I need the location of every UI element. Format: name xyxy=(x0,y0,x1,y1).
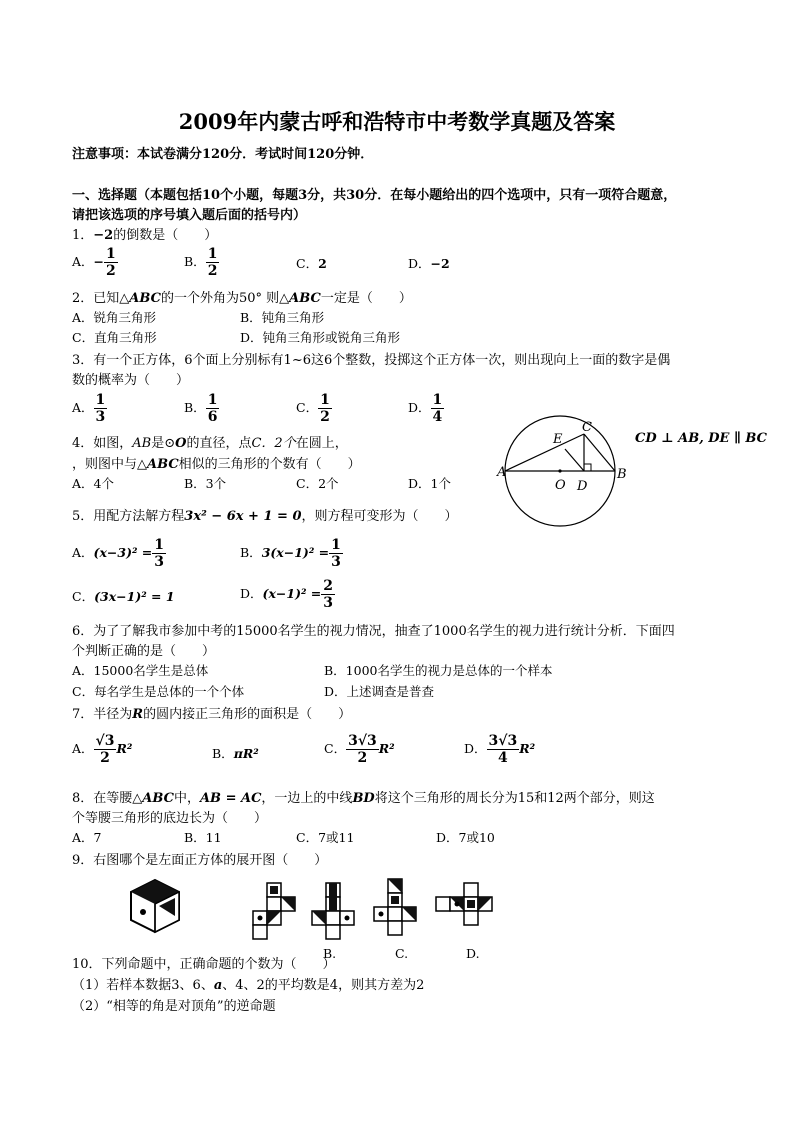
q2-stem: 2．已知△ABC的一个外角为50° 则△ABC一定是（ ） xyxy=(72,291,412,306)
q3-option-c: C． $\frac{1}{2}$ xyxy=(296,392,330,425)
center-point xyxy=(558,469,561,472)
q9-net-d xyxy=(435,880,507,930)
q9-net-c xyxy=(373,876,429,942)
q9-net-a xyxy=(240,880,310,942)
q1-option-a: A．− $\frac{1}{2}$ xyxy=(72,246,116,279)
q10-stem: 10．下列命题中，正确命题的个数为（ ） xyxy=(72,957,336,972)
q9-cube-figure xyxy=(125,876,185,936)
q3-stem-line1: 3．有一个正方体，6个面上分别标有1~6这6个整数，投掷这个正方体一次，则出现向上一面的数字是偶 xyxy=(72,353,671,368)
q1-option-b: B． $\frac{1}{2}$ xyxy=(184,246,218,279)
q8-stem-line1: 8．在等腰△ABC中，AB = AC，一边上的中线BD将这个三角形的周长分为15和12两个部分，则这 xyxy=(72,791,655,806)
q6-option-b: B．1000名学生的视力是总体的一个样本 xyxy=(324,663,553,678)
q6-option-d: D．上述调查是普查 xyxy=(324,684,435,699)
chord-ac xyxy=(505,434,584,471)
q4-option-c: C．2个 xyxy=(296,476,339,491)
q6-stem-line2: 个判断正确的是（ ） xyxy=(72,644,216,659)
q6-option-a: A．15000名学生是总体 xyxy=(72,663,209,678)
q5-option-b: B．3(x−1)² = $\frac{1}{3}$ xyxy=(240,537,341,570)
q7-option-b: B．πR² xyxy=(212,746,259,761)
q4-option-a: A．4个 xyxy=(72,476,114,491)
q8-option-a: A．7 xyxy=(72,830,102,845)
q7-option-d: D． $\frac{3√3}{4}$ R² xyxy=(464,733,536,766)
q5-option-d: D．(x−1)² = $\frac{2}{3}$ xyxy=(240,578,334,611)
label-o: O xyxy=(555,478,566,493)
q6-option-c: C．每名学生是总体的一个个体 xyxy=(72,684,245,699)
q4-stem-line2: ，则图中与△ABC相似的三角形的个数有（ ） xyxy=(72,457,361,472)
q8-option-b: B．11 xyxy=(184,830,222,845)
q7-option-c: C． $\frac{3√3}{2}$ R² xyxy=(324,733,395,766)
q7-option-a: A． $\frac{√3}{2}$ R² xyxy=(72,733,133,766)
q5-option-a: A．(x−3)² = $\frac{1}{3}$ xyxy=(72,537,165,570)
page-title: 2009年内蒙古呼和浩特市中考数学真题及答案 xyxy=(178,109,616,134)
q3-option-b: B． $\frac{1}{6}$ xyxy=(184,392,218,425)
q5-stem: 5．用配方法解方程3x² − 6x + 1 = 0，则方程可变形为（ ） xyxy=(72,509,458,524)
q1-option-d: D．−2 xyxy=(408,256,450,271)
q4-option-b: B．3个 xyxy=(184,476,227,491)
exam-notice: 注意事项：本试卷满分120分．考试时间120分钟． xyxy=(72,147,374,162)
q7-stem: 7．半径为R的圆内接正三角形的面积是（ ） xyxy=(72,707,352,722)
q2-option-c: C．直角三角形 xyxy=(72,330,157,345)
q3-option-a: A． $\frac{1}{3}$ xyxy=(72,392,106,425)
q4-condition: CD ⊥ AB, DE ∥ BC xyxy=(635,431,767,446)
q9-label-c: C. xyxy=(395,946,409,961)
q9-net-b xyxy=(308,880,368,942)
q4-option-d: D．1个 xyxy=(408,476,451,491)
q8-stem-line2: 个等腰三角形的底边长为（ ） xyxy=(72,811,268,826)
label-e: E xyxy=(553,432,563,447)
q9-stem: 9．右图哪个是左面正方体的展开图（ ） xyxy=(72,853,328,868)
label-d: D xyxy=(577,479,588,494)
segment-de xyxy=(565,449,584,471)
q2-option-b: B．钝角三角形 xyxy=(240,310,325,325)
q4-stem-line1: 4．如图，AB是⊙O的直径，点C．2个在圆上， xyxy=(72,436,348,451)
q10-item-2: （2）“相等的角是对顶角”的逆命题 xyxy=(72,999,276,1014)
chord-bc xyxy=(584,434,615,471)
q9-label-d: D. xyxy=(466,946,480,961)
q10-item-1: （1）若样本数据3、6、a、4、2的平均数是4，则其方差为2 xyxy=(72,978,425,993)
q2-option-a: A．锐角三角形 xyxy=(72,310,157,325)
q4-circle-figure xyxy=(495,412,630,527)
section-heading-line2: 请把该选项的序号填入题后面的括号内） xyxy=(72,208,307,223)
q1-option-c: C．2 xyxy=(296,256,327,271)
q9-label-b: B. xyxy=(323,946,337,961)
right-angle-mark xyxy=(584,464,591,471)
q1-stem: 1．−2的倒数是（ ） xyxy=(72,228,218,243)
q6-stem-line1: 6．为了了解我市参加中考的15000名学生的视力情况，抽查了1000名学生的视力进行统计分析．下面四 xyxy=(72,624,675,639)
q5-option-c: C．(3x−1)² = 1 xyxy=(72,589,175,604)
q2-option-d: D．钝角三角形或锐角三角形 xyxy=(240,330,401,345)
label-a: A xyxy=(497,465,507,480)
q3-option-d: D． $\frac{1}{4}$ xyxy=(408,392,443,425)
q8-option-d: D．7或10 xyxy=(436,830,495,845)
q8-option-c: C．7或11 xyxy=(296,830,355,845)
label-c: C xyxy=(582,420,592,435)
label-b: B xyxy=(617,467,627,482)
q3-stem-line2: 数的概率为（ ） xyxy=(72,373,190,388)
section-heading-line1: 一、选择题（本题包括10个小题，每题3分，共30分．在每小题给出的四个选项中，只有一项符合题意， xyxy=(72,188,677,203)
